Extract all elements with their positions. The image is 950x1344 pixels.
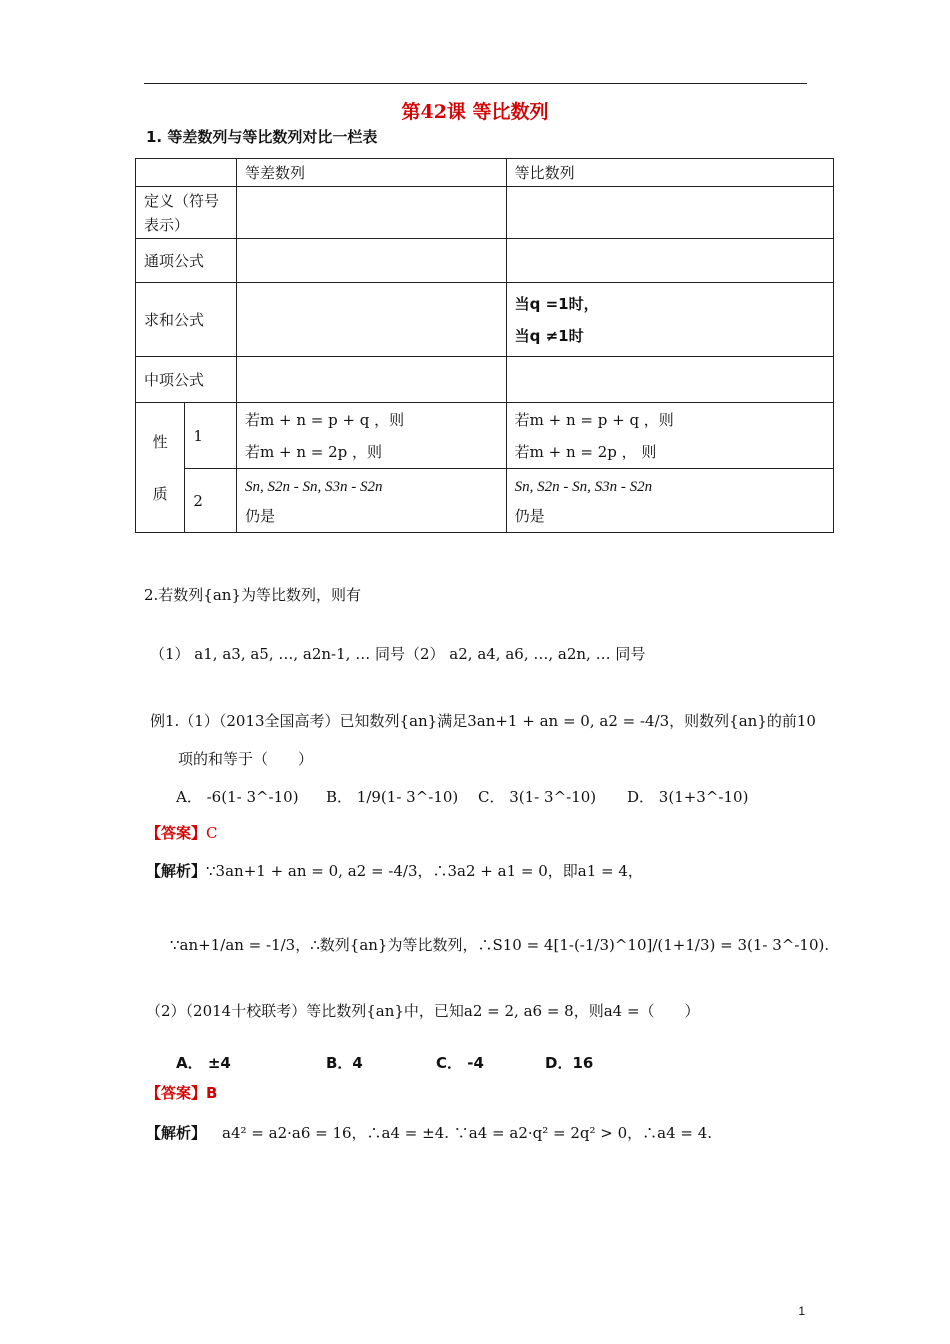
choice-b: B． 1/9(1- 3^-10) <box>326 788 459 806</box>
ex2-choice-d: D．16 <box>545 1054 594 1072</box>
example-2-solution: 【解析】 a4² = a2·a6 = 16，∴a4 = ±4. ∵a4 = a2·q² = 2q² > 0，∴a4 = 4. <box>146 1124 713 1142</box>
page-title: 第42课 等比数列 <box>401 101 549 123</box>
cell-gen-geo <box>506 239 833 283</box>
cell-sum-arith <box>237 283 507 357</box>
page-number: 1 <box>798 1304 805 1318</box>
sum-q-neq-1: 当q ≠1时 <box>514 326 584 345</box>
row-property-label: 性质 <box>136 403 185 533</box>
row-general-label: 通项公式 <box>136 239 237 283</box>
section-2-heading: 2.若数列{an}为等比数列，则有 <box>144 586 362 604</box>
row-middle-label: 中项公式 <box>136 357 237 403</box>
property-2-index: 2 <box>185 469 237 533</box>
ex2-choice-b: B．4 <box>326 1054 363 1072</box>
property-1-index: 1 <box>185 403 237 469</box>
table-head-geometric: 等比数列 <box>506 159 833 187</box>
section-1-heading: 1. 等差数列与等比数列对比一栏表 <box>146 128 378 146</box>
cell-p2-geo: Sn, S2n - Sn, S3n - S2n 仍是 <box>506 469 833 533</box>
cell-p1-geo: 若m + n = p + q ，则 若m + n = 2p ， 则 <box>506 403 833 469</box>
ex2-choice-a: A． ±4 <box>176 1054 231 1072</box>
sum-q-eq-1: 当q =1时， <box>514 294 599 313</box>
table-head-empty <box>136 159 237 187</box>
example-1-question-cont: 项的和等于（ ） <box>178 750 314 768</box>
example-1-solution-line-1: 【解析】∵3an+1 + an = 0, a2 = -4/3，∴3a2 + a1 = 0，即a1 = 4， <box>146 862 643 880</box>
cell-def-arith <box>237 187 507 239</box>
cell-sum-geo <box>506 283 833 357</box>
section-2-signs: （1） a1, a3, a5, …, a2n-1, … 同号（2） a2, a4, a6, …, a2n, … 同号 <box>150 645 646 663</box>
row-sum-label: 求和公式 <box>136 283 237 357</box>
ex2-choice-c: C． -4 <box>436 1054 484 1072</box>
cell-p2-arith: Sn, S2n - Sn, S3n - S2n 仍是 <box>237 469 507 533</box>
cell-mid-arith <box>237 357 507 403</box>
choice-d: D． 3(1+3^-10) <box>627 788 749 806</box>
row-definition-label: 定义（符号表示） <box>136 187 237 239</box>
choice-a: A． -6(1- 3^-10) <box>176 788 299 806</box>
example-1-solution-line-2: ∵an+1/an = -1/3，∴数列{an}为等比数列，∴S10 = 4[1-(-1/3)^10]/(1+1/3) = 3(1- 3^-10). <box>170 936 830 954</box>
cell-mid-geo <box>506 357 833 403</box>
cell-def-geo <box>506 187 833 239</box>
example-1-question: 例1.（1）（2013全国高考）已知数列{an}满足3an+1 + an = 0, a2 = -4/3，则数列{an}的前10 <box>150 712 816 730</box>
comparison-table <box>135 158 834 533</box>
example-2-question: （2）（2014十校联考）等比数列{an}中，已知a2 = 2, a6 = 8，则a4 =（ ） <box>146 1002 700 1020</box>
cell-p1-arith: 若m + n = p + q ，则 若m + n = 2p ，则 <box>237 403 507 469</box>
example-1-answer: 【答案】C <box>146 824 218 842</box>
table-head-arithmetic: 等差数列 <box>237 159 507 187</box>
choice-c: C． 3(1- 3^-10) <box>478 788 597 806</box>
header-rule <box>144 83 807 84</box>
example-2-answer: 【答案】B <box>146 1084 218 1102</box>
cell-gen-arith <box>237 239 507 283</box>
